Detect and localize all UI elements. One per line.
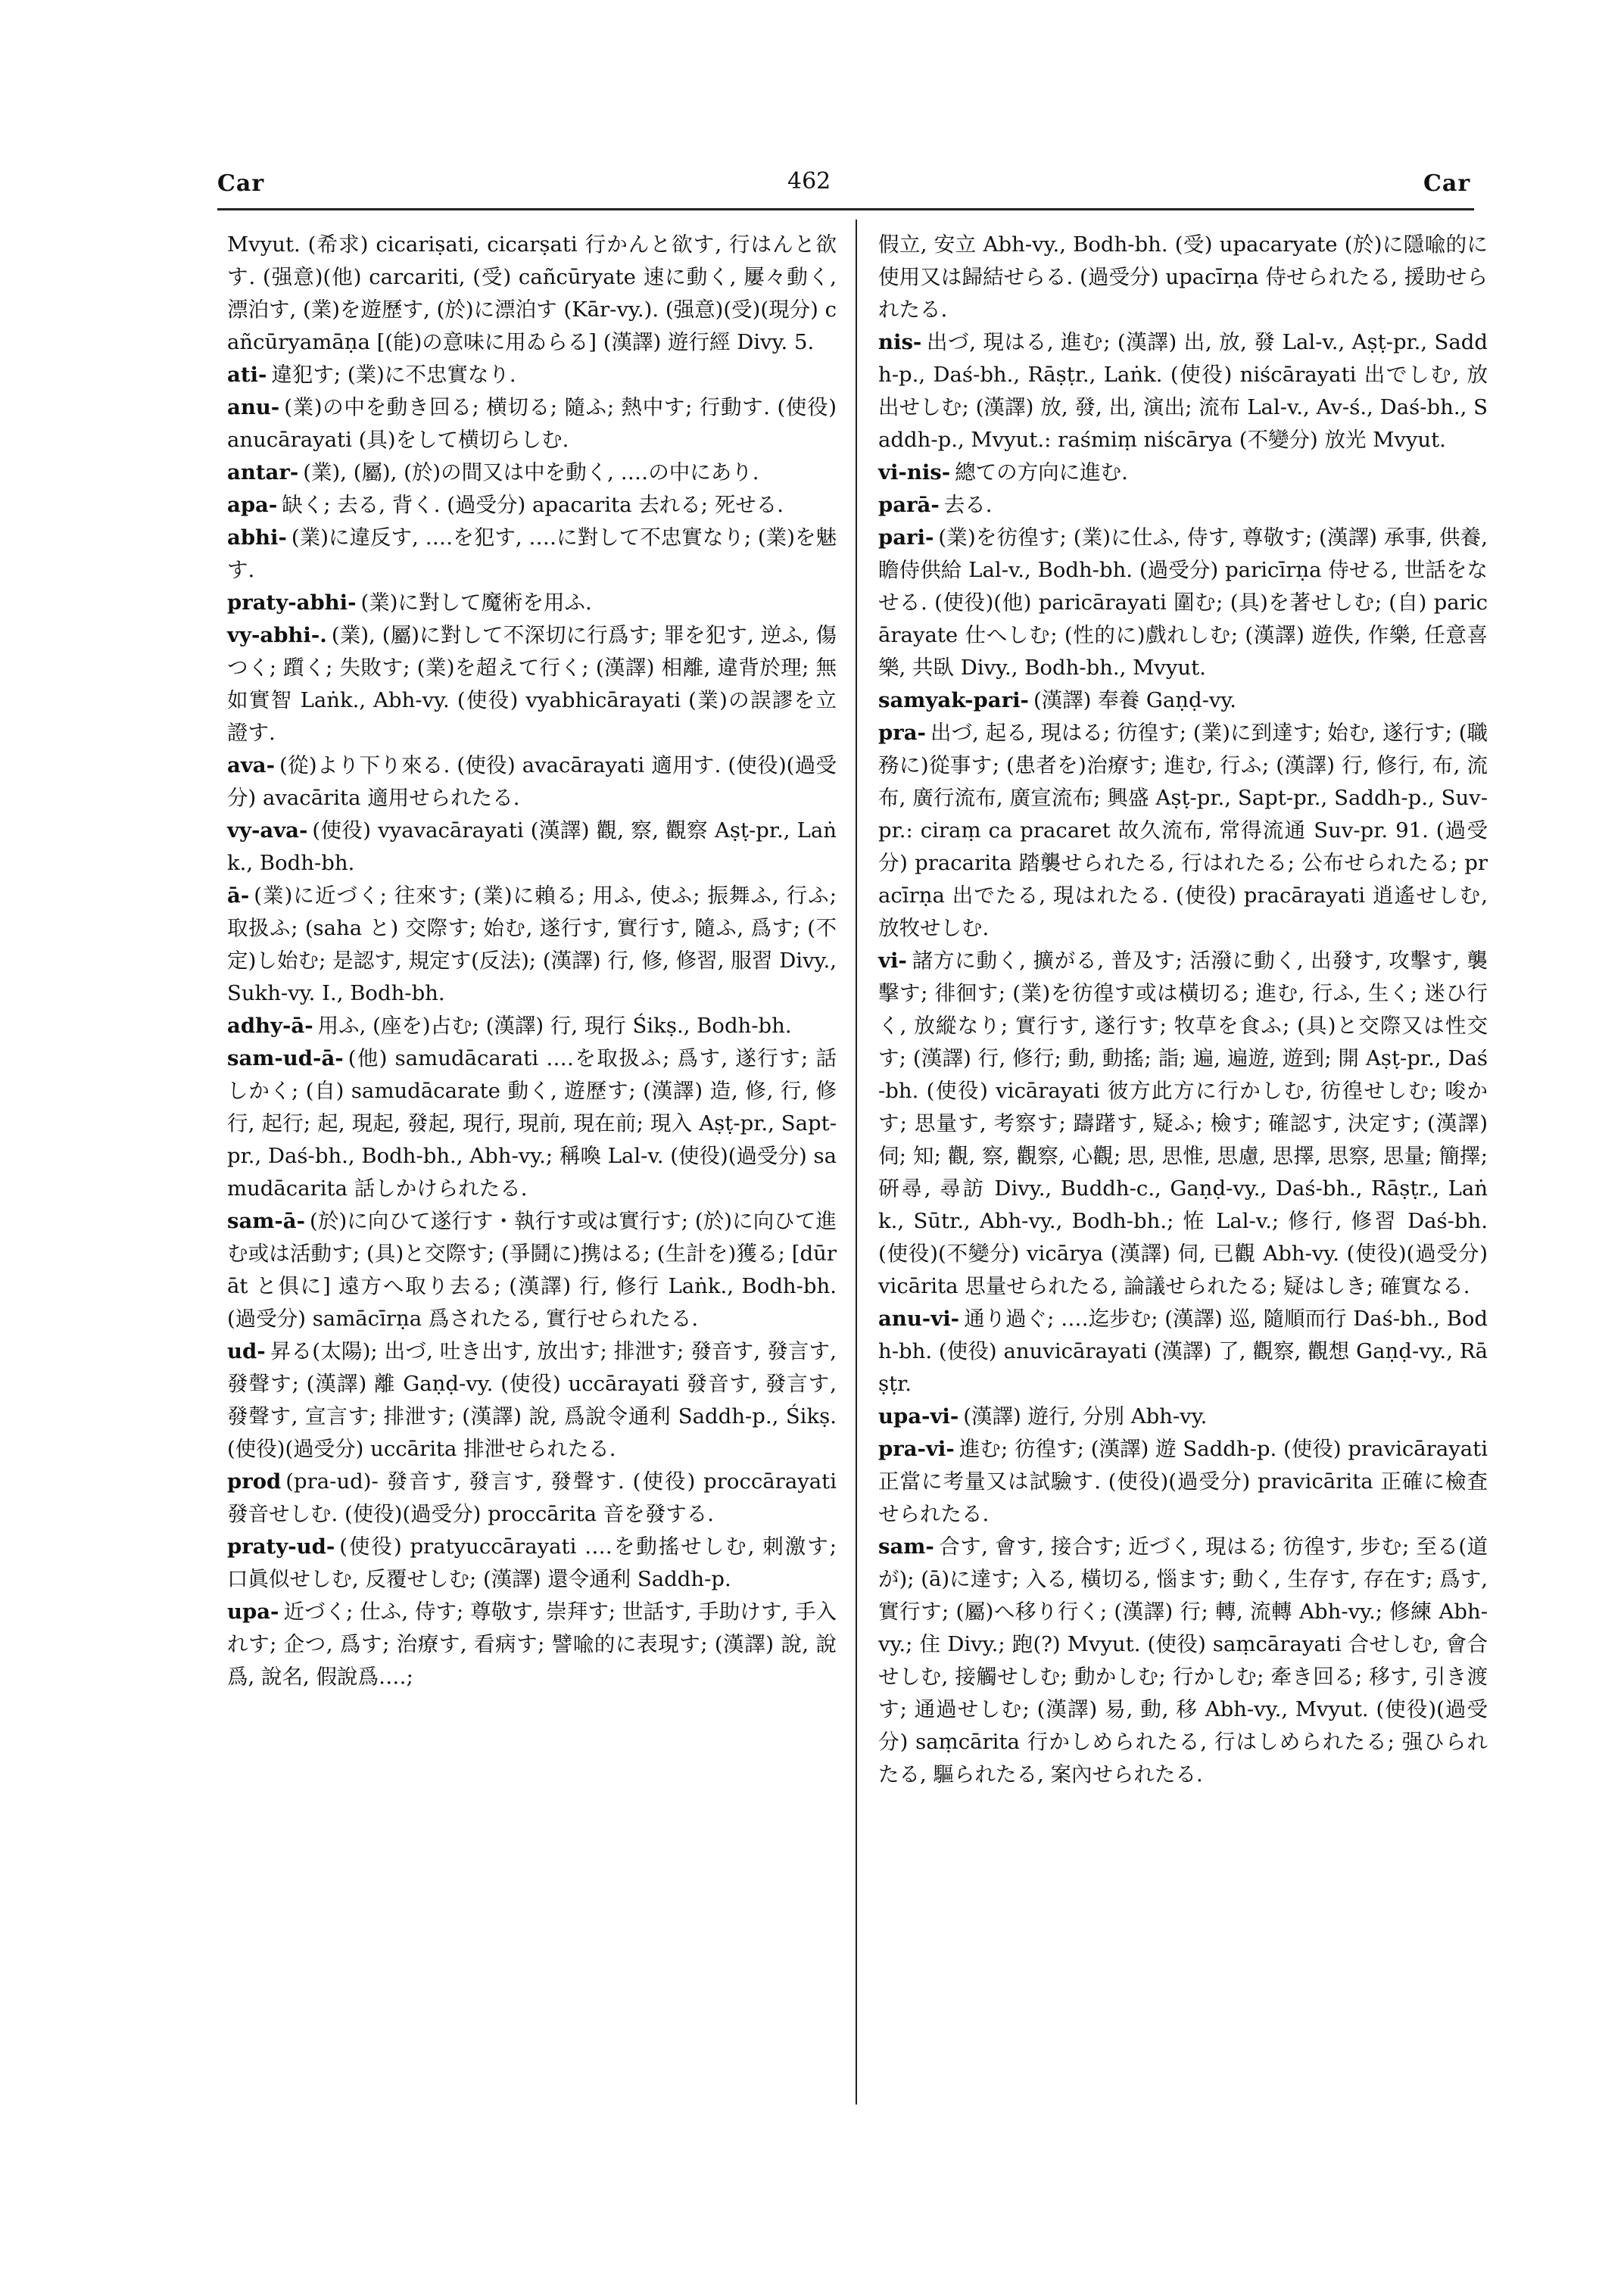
left-column xyxy=(227,229,837,1693)
entry-definition: (業)に對して魔術を用ふ. xyxy=(360,590,592,615)
entry-definition: 用ふ, (座を)占む; (漢譯) 行, 現行 Śikṣ., Bodh-bh. xyxy=(317,1014,792,1038)
dictionary-entry xyxy=(878,1400,1488,1433)
column-divider xyxy=(856,220,857,2105)
entry-definition: (使役) pratyuccārayati ‥‥を動搖せしむ, 刺激す; 口眞似せしむ, 反覆せしむ; (漢譯) 還令通利 Saddh-p. xyxy=(227,1534,837,1591)
entry-headword: ati- xyxy=(227,363,267,387)
entry-definition: 合す, 會す, 接合す; 近づく, 現はる; 彷徨す, 步む; 至る(道が); (ā)に達す; 入る, 橫切る, 惱ます; 動く, 生存す, 存在す; 爲す, 實行す; (屬)へ移り行く; (漢譯) 行; 轉, 流轉 Abh-vy.; 修練 Abh-vy.; 住 Divy.; 跑(?) Mvyut. (使役) saṃcārayati 合せしむ, 會合せしむ, 接觸せしむ; 動かしむ; 行かしむ; 牽き回る; 移す, 引き渡す; 通過せしむ; (漢譯) 易, 動, 移 Abh-vy., Mvyut. (使役)(過受分) saṃcārita 行かしめられたる, 行はしめられたる; 强ひられたる, 驅られたる, 案內せられたる. xyxy=(878,1534,1488,1787)
dictionary-entry xyxy=(227,815,837,880)
dictionary-entry xyxy=(878,456,1488,489)
entry-definition: 出づ, 起る, 現はる; 彷徨す; (業)に到達す; 始む, 遂行す; (職務に)從事す; (患者を)治療す; 進む, 行ふ; (漢譯) 行, 修行, 布, 流布, 廣行流布, 廣宣流布; 興盛 Aṣṭ-pr., Sapt-pr., Saddh-p., Suv-pr.: ciraṃ ca pracaret 故久流布, 常得流通 Suv-pr. 91. (過受分) pracarita 踏襲せられたる, 行はれたる; 公布せられたる; pracīrṇa 出でたる, 現はれたる. (使役) pracārayati 逍遙せしむ, 放牧せしむ. xyxy=(878,721,1488,940)
entry-definition: (pra-ud)- 發音す, 發言す, 發聲す. (使役) proccārayati 發音せしむ. (使役)(過受分) proccārita 音を發する. xyxy=(227,1469,837,1526)
page-number: 462 xyxy=(787,168,831,195)
dictionary-entry xyxy=(878,1433,1488,1531)
entry-definition: (業), (屬)に對して不深切に行爲す; 罪を犯す, 逆ふ, 傷つく; 躓く; 失敗す; (業)を超えて行く; (漢譯) 相離, 違背於理; 無如實智 Laṅk., Abh-vy. (使役) vyabhicārayati (業)の誤謬を立證す. xyxy=(227,623,837,745)
entry-headword: nis- xyxy=(878,330,922,354)
entry-headword: pari- xyxy=(878,525,934,550)
dictionary-entry xyxy=(227,229,837,359)
entry-headword: adhy-ā- xyxy=(227,1014,313,1038)
entry-definition: (他) samudācarati ‥‥を取扱ふ; 爲す, 遂行す; 話しかく; (自) samudācarate 動く, 遊歷す; (漢譯) 造, 修, 行, 修行, 起行; 起, 現起, 發起, 現行, 現前, 現在前; 現入 Aṣṭ-pr., Sapt-pr., Daś-bh., Bodh-bh., Abh-vy.; 稱喚 Lal-v. (使役)(過受分) samudācarita 話しかけられたる. xyxy=(227,1046,837,1201)
dictionary-entry xyxy=(227,1466,837,1531)
dictionary-entry xyxy=(227,587,837,619)
dictionary-entry xyxy=(878,684,1488,717)
entry-definition: 假立, 安立 Abh-vy., Bodh-bh. (受) upacaryate (於)に隱喩的に使用又は歸結せらる. (過受分) upacīrṇa 侍せられたる, 援助せられたる. xyxy=(878,232,1488,322)
running-head-left: Car xyxy=(217,170,265,197)
entry-definition: (漢譯) 奉養 Gaṇḍ-vy. xyxy=(1033,688,1237,712)
dictionary-entry xyxy=(227,1042,837,1205)
entry-headword: prod xyxy=(227,1469,282,1494)
entry-definition: 諸方に動く, 擴がる, 普及す; 活潑に動く, 出發す, 攻擊す, 襲擊す; 徘徊す; (業)を彷徨す或は橫切る; 進む, 行ふ, 生く; 迷ひ行く, 放縱なり; 實行す, 遂行す; 牧草を食ふ; (具)と交際又は性交す; (漢譯) 行, 修行; 動, 動搖; 詣; 遍, 遍遊, 遊到; 開 Aṣṭ-pr., Daś-bh. (使役) vicārayati 彼方此方に行かしむ, 彷徨せしむ; 唆かす; 思量す, 考察す; 躊躇す, 疑ふ; 檢す; 確認す, 決定す; (漢譯) 伺; 知; 觀, 察, 觀察, 心觀; 思, 思惟, 思慮, 思擇, 思察, 思量; 簡擇; 硏尋, 尋訪 Divy., Buddh-c., Gaṇḍ-vy., Daś-bh., Rāṣṭr., Laṅk., Sūtr., Abh-vy., Bodh-bh.; 恠 Lal-v.; 修行, 修習 Daś-bh. (使役)(不變分) vicārya (漢譯) 伺, 已觀 Abh-vy. (使役)(過受分) vicārita 思量せられたる, 論議せられたる; 疑はしき; 確實なる. xyxy=(878,949,1488,1298)
entry-headword: vi- xyxy=(878,949,907,973)
entry-headword: vy-ava- xyxy=(227,818,308,843)
entry-headword: pra- xyxy=(878,721,926,745)
dictionary-entry xyxy=(227,489,837,522)
entry-headword: sam-ud-ā- xyxy=(227,1046,344,1070)
entry-headword: ud- xyxy=(227,1339,266,1363)
entry-definition: 去る. xyxy=(943,493,993,517)
entry-definition: 昇る(太陽); 出づ, 吐き出す, 放出す; 排泄す; 發音す, 發言す, 發聲す; (漢譯) 離 Gaṇḍ-vy. (使役) uccārayati 發音す, 發言す, 發聲す, 宣言す; 排泄す; (漢譯) 說, 爲說令通利 Saddh-p., Śikṣ. (使役)(過受分) uccārita 排泄せられたる. xyxy=(227,1339,837,1461)
dictionary-entry xyxy=(227,1596,837,1693)
entry-headword: vi-nis- xyxy=(878,460,951,484)
dictionary-entry xyxy=(227,880,837,1010)
right-column xyxy=(878,229,1488,1791)
dictionary-entry xyxy=(227,1205,837,1335)
dictionary-entry xyxy=(878,945,1488,1303)
entry-definition: 總ての方向に進む. xyxy=(955,460,1128,484)
dictionary-entry xyxy=(227,359,837,391)
entry-definition: (於)に向ひて遂行す・執行す或は實行す; (於)に向ひて進む或は活動す; (具)と交際す; (爭鬪に)携はる; (生計を)獲る; [dūrāt と俱に] 遠方へ取り去る; (漢譯) 行, 修行 Laṅk., Bodh-bh. (過受分) samācīrṇa 爲されたる, 實行せられたる. xyxy=(227,1209,837,1331)
entry-definition: (漢譯) 遊行, 分別 Abh-vy. xyxy=(963,1404,1208,1428)
entry-headword: ava- xyxy=(227,753,276,777)
entry-definition: Mvyut. (希求) cicariṣati, cicarṣati 行かんと欲す, 行はんと欲す. (强意)(他) carcariti, (受) cañcūryate 速に動く, 屢々動く, 漂泊す, (業)を遊歷す, (於)に漂泊す (Kār-vy.). (强意)(受)(現分) cañcūryamāṇa [(能)の意味に用ゐらる] (漢譯) 遊行經 Divy. 5. xyxy=(227,232,837,354)
entry-definition: 違犯す; (業)に不忠實なり. xyxy=(271,363,516,387)
dictionary-entry xyxy=(227,1010,837,1042)
dictionary-entry xyxy=(878,489,1488,522)
entry-headword: sam-ā- xyxy=(227,1209,306,1233)
entry-headword: praty-abhi- xyxy=(227,590,357,615)
dictionary-entry xyxy=(878,717,1488,945)
entry-definition: (業)に違反す, ‥‥を犯す, ‥‥に對して不忠實なり; (業)を魅す. xyxy=(227,525,837,582)
entry-headword: anu- xyxy=(227,395,280,419)
entry-headword: vy-abhi-. xyxy=(227,623,327,647)
entry-definition: (業), (屬), (於)の間又は中を動く, ‥‥の中にあり. xyxy=(303,460,759,484)
entry-headword: anu-vi- xyxy=(878,1307,960,1331)
entry-headword: apa- xyxy=(227,493,278,517)
entry-definition: 通り過ぐ; ‥‥迄步む; (漢譯) 巡, 隨順而行 Daś-bh., Bodh-bh. (使役) anuvicārayati (漢譯) 了, 觀察, 觀想 Gaṇḍ-vy., Rāṣṭr. xyxy=(878,1307,1488,1396)
entry-headword: samyak-pari- xyxy=(878,688,1029,712)
entry-definition: 出づ, 現はる, 進む; (漢譯) 出, 放, 發 Lal-v., Aṣṭ-pr., Saddh-p., Daś-bh., Rāṣṭr., Laṅk. (使役) niścārayati 出でしむ, 放出せしむ; (漢譯) 放, 發, 出, 演出; 流布 Lal-v., Av-ś., Daś-bh., Saddh-p., Mvyut.: raśmiṃ niścārya (不變分) 放光 Mvyut. xyxy=(878,330,1488,452)
entry-headword: upa- xyxy=(227,1600,279,1624)
entry-headword: sam- xyxy=(878,1534,934,1559)
entry-definition: (業)に近づく; 往來す; (業)に賴る; 用ふ, 使ふ; 振舞ふ, 行ふ; 取扱ふ; (saha と) 交際す; 始む, 遂行す, 實行す, 隨ふ, 爲す; (不定)し始む; 是認す, 規定す(反法); (漢譯) 行, 修, 修習, 服習 Divy., Sukh-vy. I., Bodh-bh. xyxy=(227,883,837,1005)
header-rule xyxy=(217,208,1474,210)
dictionary-entry xyxy=(227,456,837,489)
entry-headword: praty-ud- xyxy=(227,1534,335,1559)
dictionary-entry xyxy=(227,1531,837,1596)
dictionary-entry xyxy=(227,619,837,749)
dictionary-entry xyxy=(878,1531,1488,1791)
page-header xyxy=(0,0,1624,204)
dictionary-entry xyxy=(878,1303,1488,1400)
entry-headword: pra-vi- xyxy=(878,1437,955,1461)
dictionary-entry xyxy=(227,749,837,815)
running-head-right: Car xyxy=(1423,170,1471,197)
dictionary-entry xyxy=(227,1335,837,1466)
entry-headword: upa-vi- xyxy=(878,1404,959,1428)
dictionary-entry xyxy=(878,326,1488,456)
dictionary-entry xyxy=(878,522,1488,684)
entry-headword: abhi- xyxy=(227,525,287,550)
dictionary-entry xyxy=(878,229,1488,326)
entry-headword: parā- xyxy=(878,493,940,517)
entry-definition: 進む; 彷徨す; (漢譯) 遊 Saddh-p. (使役) pravicārayati 正當に考量又は試驗す. (使役)(過受分) pravicārita 正確に檢査せられたる. xyxy=(878,1437,1488,1526)
entry-definition: (業)の中を動き回る; 横切る; 隨ふ; 熱中す; 行動す. (使役) anucārayati (具)をして横切らしむ. xyxy=(227,395,837,452)
entry-headword: ā- xyxy=(227,883,250,908)
entry-definition: 近づく; 仕ふ, 侍す; 尊敬す, 崇拜す; 世話す, 手助けす, 手入れす; 企つ, 爲す; 治療す, 看病す; 譬喩的に表現す; (漢譯) 說, 說爲, 說名, 假說爲‥‥; xyxy=(227,1600,837,1689)
dictionary-entry xyxy=(227,391,837,456)
entry-headword: antar- xyxy=(227,460,299,484)
dictionary-entry xyxy=(227,522,837,587)
entry-definition: (從)より下り來る. (使役) avacārayati 適用す. (使役)(過受分) avacārita 適用せられたる. xyxy=(227,753,837,810)
entry-definition: (業)を彷徨す; (業)に仕ふ, 侍す, 尊敬す; (漢譯) 承事, 供養, 瞻侍供給 Lal-v., Bodh-bh. (過受分) paricīrṇa 侍せる, 世話をなせる. (使役)(他) paricārayati 圍む; (具)を著せしむ; (自) paricārayate 仕へしむ; (性的に)戲れしむ; (漢譯) 遊佚, 作樂, 任意喜樂, 共臥 Divy., Bodh-bh., Mvyut. xyxy=(878,525,1488,680)
entry-definition: 缺く; 去る, 背く. (過受分) apacarita 去れる; 死せる. xyxy=(282,493,784,517)
entry-definition: (使役) vyavacārayati (漢譯) 觀, 察, 觀察 Aṣṭ-pr., Laṅk., Bodh-bh. xyxy=(227,818,837,875)
